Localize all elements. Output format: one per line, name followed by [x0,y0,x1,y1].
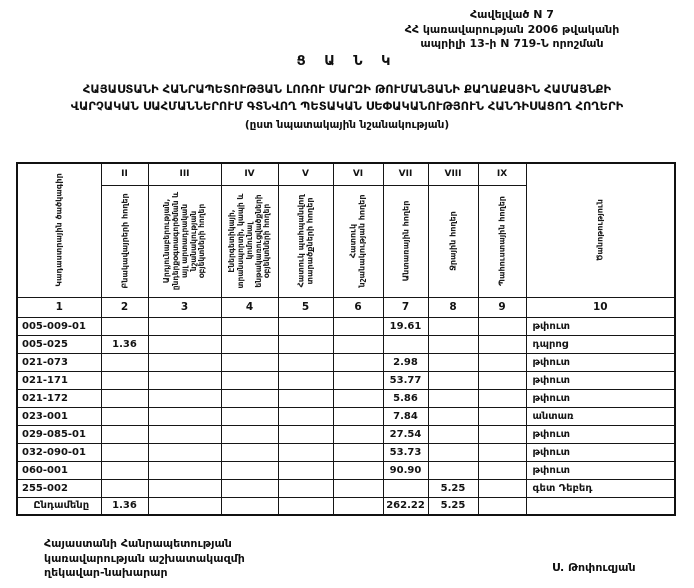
total-value-cell [221,497,278,515]
footer-line: Հայաստանի Հանրապետության [44,537,232,550]
value-cell: 7.84 [383,407,428,425]
column-number: 4 [221,297,278,317]
note-header-label: Ծանոթություն [595,199,605,262]
value-cell [478,335,526,353]
value-cell [428,425,478,443]
roman-numeral: IV [221,163,278,185]
document-kicker: Ց Ա Ն Կ [296,54,398,69]
appendix-line: ապրիլի 13-ի N 719-Ն որոշման [420,37,604,50]
column-number: 3 [148,297,221,317]
total-value-cell [278,497,333,515]
column-number: 5 [278,297,333,317]
value-cell [428,371,478,389]
value-cell [278,425,333,443]
value-cell [428,335,478,353]
value-cell [101,353,148,371]
total-value-cell: 1.36 [101,497,148,515]
total-note-cell [526,497,675,515]
column-header-label: Արդյունաբերության, ընդերքօգտագործման և այլ արտադրական նշանակության օբյեկտների հողեր [161,191,206,291]
value-cell [278,335,333,353]
column-number: 8 [428,297,478,317]
note-cell: դպրոց [526,335,675,353]
footer-line: ղեկավար-նախարար [44,566,168,579]
roman-numeral-row [17,163,675,185]
roman-numeral: II [101,163,148,185]
table-row [17,335,675,353]
value-cell [478,371,526,389]
note-cell: թփուտ [526,461,675,479]
signature-name: Ս. Թոփուզյան [552,561,636,574]
value-cell [428,407,478,425]
roman-numeral: VI [333,163,383,185]
value-cell [428,461,478,479]
value-cell [101,389,148,407]
column-number: 1 [17,297,101,317]
column-header-cell [428,185,478,297]
document-subtitle: (ըստ նպատակային նշանակության) [244,119,450,131]
document-title-line2: ՎԱՐՉԱԿԱՆ ՍԱՀՄԱՆՆԵՐՈՒՄ ԳՏՆՎՈՂ ՊԵՏԱԿԱՆ ՍԵՓԱԿԱՆՈՒԹՅՈՒՆ ՀԱՆԴԻՍԱՑՈՂ ՀՈՂԵՐԻ [70,99,624,113]
title-block [0,54,694,131]
value-cell [428,443,478,461]
value-cell: 19.61 [383,317,428,335]
appendix-line: Հավելված N 7 [470,8,554,21]
value-cell [148,407,221,425]
value-cell [221,353,278,371]
value-cell [333,425,383,443]
value-cell [383,479,428,497]
roman-numeral: VII [383,163,428,185]
corner-header-label: Կադաստրային ծածկագիր [54,173,64,287]
note-cell: անտառ [526,407,675,425]
column-number: 6 [333,297,383,317]
value-cell: 53.73 [383,443,428,461]
value-cell [221,335,278,353]
value-cell [333,443,383,461]
footer-line: կառավարության աշխատակազմի [44,551,245,565]
value-cell [333,335,383,353]
total-row [17,497,675,515]
value-cell [333,407,383,425]
value-cell [278,461,333,479]
value-cell [101,479,148,497]
value-cell [148,389,221,407]
value-cell: 2.98 [383,353,428,371]
value-cell [278,443,333,461]
value-cell [333,317,383,335]
column-header-label: Անտառային հողեր [400,200,410,282]
value-cell [221,407,278,425]
value-cell [478,407,526,425]
value-cell [478,353,526,371]
column-number-row [17,297,675,317]
table-row [17,443,675,461]
value-cell [101,443,148,461]
value-cell [101,317,148,335]
value-cell: 27.54 [383,425,428,443]
note-cell: գետ Դեբեդ [526,479,675,497]
roman-numeral: III [148,163,221,185]
value-cell [148,461,221,479]
column-header-label: Պահուստային հողեր [497,196,507,286]
value-cell [478,389,526,407]
note-header-cell [526,163,675,297]
value-cell [148,335,221,353]
column-header-label: Էներգետիկայի, տրանսպորտի, կապի և կոմունալ ենթակառուցվածքների օբյեկտների հողեր [226,193,271,289]
value-cell [333,479,383,497]
value-cell [333,371,383,389]
value-cell [333,353,383,371]
value-cell [278,371,333,389]
value-cell [478,461,526,479]
value-cell [148,371,221,389]
note-cell: թփուտ [526,353,675,371]
value-cell: 90.90 [383,461,428,479]
value-cell: 5.25 [428,479,478,497]
note-cell: թփուտ [526,317,675,335]
cadastral-code-cell: 005-009-01 [17,317,101,335]
value-cell [478,479,526,497]
column-number: 2 [101,297,148,317]
table-row [17,371,675,389]
total-value-cell: 5.25 [428,497,478,515]
column-number: 9 [478,297,526,317]
value-cell [148,317,221,335]
value-cell [221,443,278,461]
value-cell [101,371,148,389]
cadastral-code-cell: 032-090-01 [17,443,101,461]
column-header-cell [148,185,221,297]
value-cell: 53.77 [383,371,428,389]
note-cell: թփուտ [526,371,675,389]
value-cell [101,461,148,479]
value-cell [221,317,278,335]
column-header-cell [333,185,383,297]
value-cell [101,407,148,425]
total-label-cell: Ընդամենը [17,497,101,515]
value-cell [148,425,221,443]
cadastral-code-cell: 021-171 [17,371,101,389]
table-row [17,317,675,335]
cadastral-code-cell: 005-025 [17,335,101,353]
value-cell [428,353,478,371]
value-cell [333,389,383,407]
value-cell [278,479,333,497]
value-cell [101,425,148,443]
table-row [17,407,675,425]
cadastral-code-cell: 021-073 [17,353,101,371]
note-cell: թփուտ [526,443,675,461]
table-row [17,425,675,443]
value-cell [278,353,333,371]
value-cell [428,389,478,407]
document-title-line1: ՀԱՅԱՍՏԱՆԻ ՀԱՆՐԱՊԵՏՈՒԹՅԱՆ ԼՈՌՈՒ ՄԱՐԶԻ ԹՈՒՄԱՆՅԱՆԻ ՔԱՂԱՔԱՅԻՆ ՀԱՄԱՅՆՔԻ [82,82,612,96]
table-row [17,479,675,497]
column-header-cell [221,185,278,297]
table-row [17,461,675,479]
value-cell [221,425,278,443]
value-cell: 5.86 [383,389,428,407]
value-cell: 1.36 [101,335,148,353]
value-cell [221,389,278,407]
appendix-header [336,8,688,52]
roman-numeral: V [278,163,333,185]
value-cell [148,479,221,497]
value-cell [148,353,221,371]
land-registry-table [16,162,676,516]
value-cell [478,443,526,461]
value-cell [428,317,478,335]
value-cell [221,461,278,479]
value-cell [333,461,383,479]
value-cell [148,443,221,461]
cadastral-code-cell: 060-001 [17,461,101,479]
value-cell [278,389,333,407]
table-row [17,389,675,407]
total-value-cell [148,497,221,515]
column-header-label: Ջրային հողեր [448,211,458,271]
total-value-cell: 262.22 [383,497,428,515]
value-cell [383,335,428,353]
cadastral-code-cell: 021-172 [17,389,101,407]
column-number: 7 [383,297,428,317]
column-header-cell [383,185,428,297]
corner-header-cell [17,163,101,297]
table-row [17,353,675,371]
value-cell [278,317,333,335]
value-cell [221,371,278,389]
value-cell [478,317,526,335]
appendix-line: ՀՀ կառավարության 2006 թվականի [404,22,620,36]
column-header-cell [278,185,333,297]
total-value-cell [333,497,383,515]
cadastral-code-cell: 023-001 [17,407,101,425]
column-header-label: Հատուկ պահպանվող տարածքների հողեր [296,194,315,288]
value-cell [278,407,333,425]
cadastral-code-cell: 255-002 [17,479,101,497]
total-value-cell [478,497,526,515]
value-cell [221,479,278,497]
note-cell: թփուտ [526,425,675,443]
column-header-cell [101,185,148,297]
column-header-cell [478,185,526,297]
column-header-label: Բնակավայրերի հողեր [119,193,129,289]
cadastral-code-cell: 029-085-01 [17,425,101,443]
value-cell [478,425,526,443]
column-number: 10 [526,297,675,317]
roman-numeral: VIII [428,163,478,185]
footer-office-block [44,537,245,581]
roman-numeral: IX [478,163,526,185]
note-cell: թփուտ [526,389,675,407]
column-header-label: Հատուկ նշանակության հողեր [348,194,367,288]
